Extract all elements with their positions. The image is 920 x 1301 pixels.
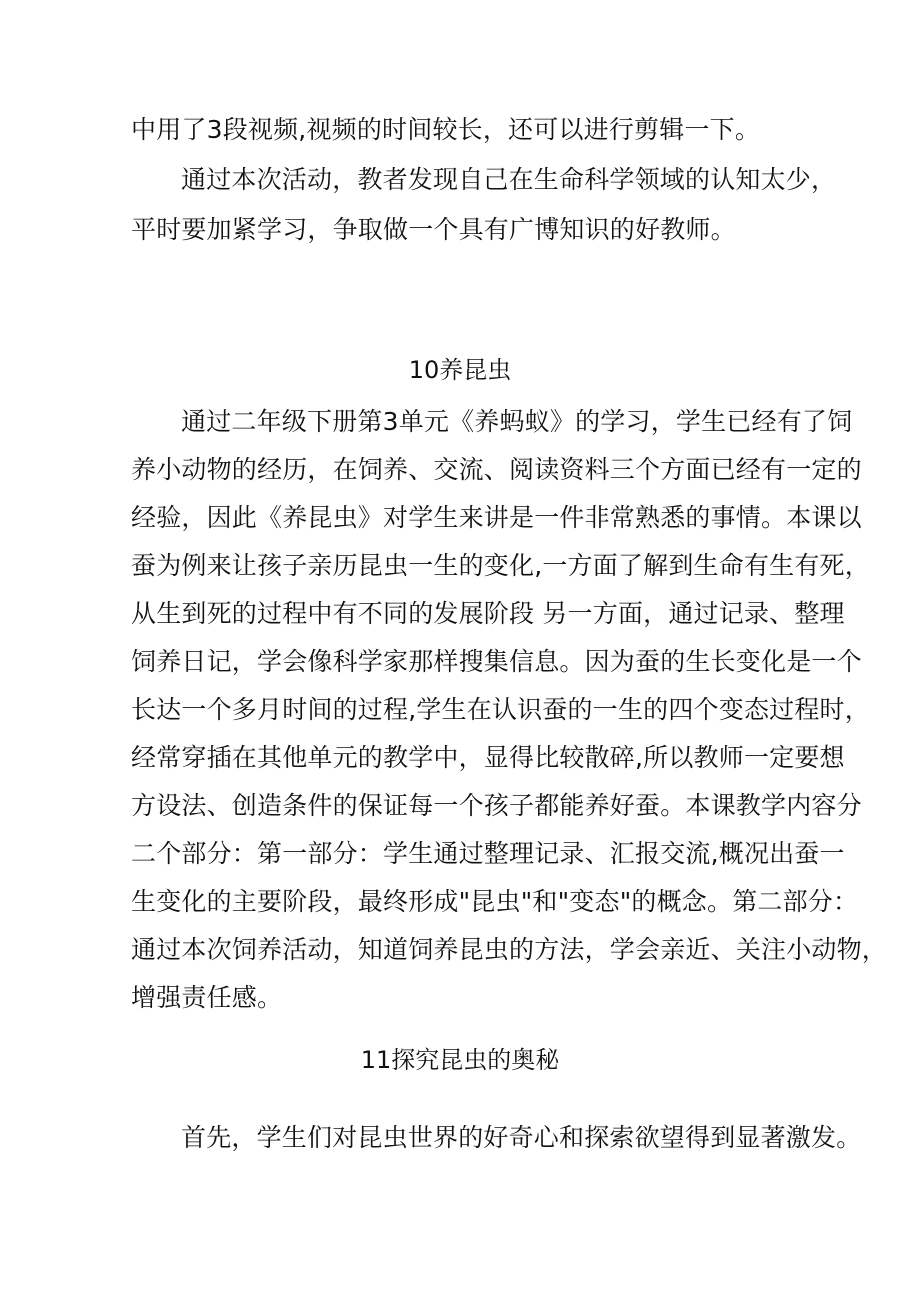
paragraph-line: 首先，学生们对昆虫世界的好奇心和探索欲望得到显著激发。	[181, 1123, 862, 1152]
paragraph-line: 经验，因此《养昆虫》对学生来讲是一件非常熟悉的事情。本课以	[131, 503, 862, 532]
section-heading-10: 10养昆虫	[408, 356, 512, 384]
paragraph-line: 增强责任感。	[131, 983, 283, 1012]
paragraph-line: 从生到死的过程中有不同的发展阶段 另一方面，通过记录、整理	[131, 599, 845, 628]
paragraph-line: 平时要加紧学习，争取做一个具有广博知识的好教师。	[131, 215, 736, 244]
paragraph-line: 通过本次活动，教者发现自己在生命科学领域的认知太少，	[181, 165, 837, 194]
paragraph-line: 养小动物的经历，在饲养、交流、阅读资料三个方面已经有一定的	[131, 455, 862, 484]
paragraph-line: 中用了3段视频,视频的时间较长，还可以进行剪辑一下。	[131, 115, 761, 144]
paragraph-line: 经常穿插在其他单元的教学中，显得比较散碎,所以教师一定要想	[131, 743, 845, 772]
paragraph-line: 生变化的主要阶段，最终形成"昆虫"和"变态"的概念。第二部分：	[131, 887, 859, 916]
paragraph-line: 长达一个多月时间的过程,学生在认识蚕的一生的四个变态过程时，	[131, 695, 870, 724]
paragraph-line: 蚕为例来让孩子亲历昆虫一生的变化,一方面了解到生命有生有死，	[131, 551, 870, 580]
section-heading-11: 11探究昆虫的奥秘	[360, 1046, 560, 1074]
paragraph-line: 方设法、创造条件的保证每一个孩子都能养好蚕。本课教学内容分	[131, 791, 862, 820]
paragraph-line: 通过二年级下册第3单元《养蚂蚁》的学习，学生已经有了饲	[181, 407, 853, 436]
paragraph-line: 二个部分：第一部分：学生通过整理记录、汇报交流,概况出蚕一	[131, 839, 845, 868]
paragraph-line: 饲养日记，学会像科学家那样搜集信息。因为蚕的生长变化是一个	[131, 647, 862, 676]
paragraph-line: 通过本次饲养活动，知道饲养昆虫的方法，学会亲近、关注小动物，	[131, 935, 888, 964]
